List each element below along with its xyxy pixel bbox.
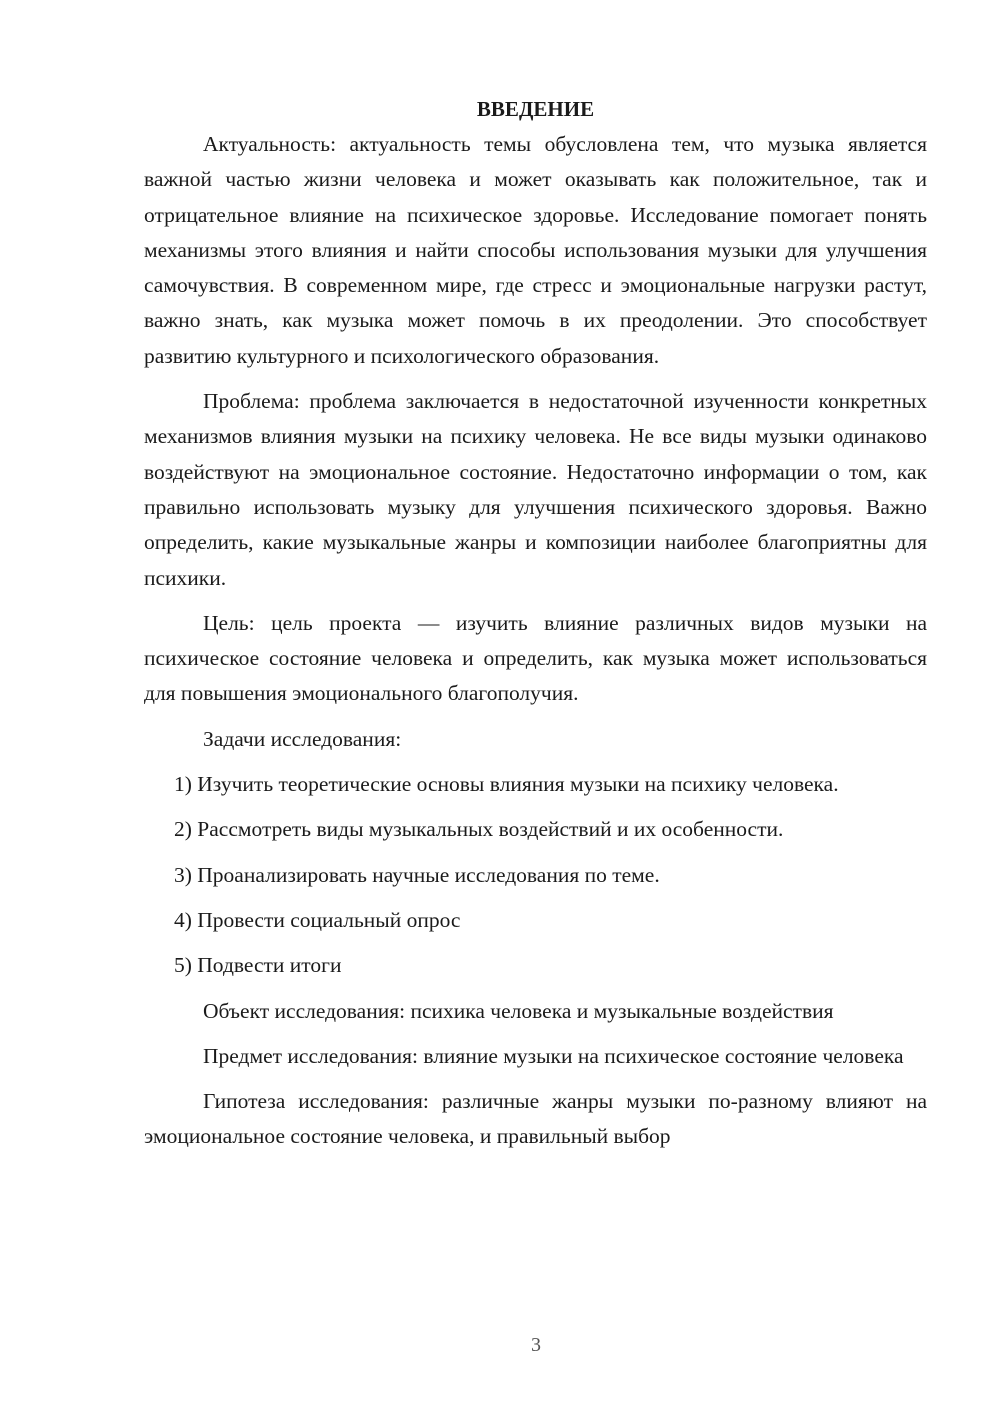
task-item-3: 3) Проанализировать научные исследования по теме. <box>174 862 660 887</box>
subject-paragraph: Предмет исследования: влияние музыки на психическое состояние человека <box>203 1043 904 1068</box>
goal-paragraph: Цель: цель проекта — изучить влияние различных видов музыки на психическое состояние человека и определить, как музыка может использоваться для повышения эмоционального благополучия. <box>144 610 927 706</box>
hypothesis-paragraph: Гипотеза исследования: различные жанры музыки по-разному влияют на эмоциональное состояние человека, и правильный выбор <box>144 1089 927 1149</box>
tasks-title: Задачи исследования: <box>203 726 402 751</box>
task-item-2: 2) Рассмотреть виды музыкальных воздействий и их особенности. <box>174 817 784 842</box>
task-item-1: 1) Изучить теоретические основы влияния музыки на психику человека. <box>174 772 839 797</box>
page-title: ВВЕДЕНИЕ <box>476 97 595 121</box>
task-item-4: 4) Провести социальный опрос <box>174 907 461 932</box>
problem-paragraph: Проблема: проблема заключается в недостаточной изученности конкретных механизмов влияния музыки на психику человека. Не все виды музыки одинаково воздействуют на эмоциональное состояние. Недостаточно информации о том, как правильно использовать музыку для улучшения психического здоровья. Важно определить, какие музыкальные жанры и композиции наиболее благоприятны для психики. <box>144 389 927 590</box>
relevance-paragraph: Актуальность: актуальность темы обусловлена тем, что музыка является важной частью жизни человека и может оказывать как положительное, так и отрицательное влияние на психическое здоровье. Исследование помогает понять механизмы этого влияния и найти способы использования музыки для улучшения самочувствия. В современном мире, где стресс и эмоциональные нагрузки растут, важно знать, как музыка может помочь в их преодолении. Это способствует развитию культурного и психологического образования. <box>144 132 927 368</box>
page-number: 3 <box>531 1334 541 1356</box>
object-paragraph: Объект исследования: психика человека и музыкальные воздействия <box>203 998 834 1023</box>
task-item-5: 5) Подвести итоги <box>174 953 342 978</box>
document-page <box>144 92 927 1165</box>
